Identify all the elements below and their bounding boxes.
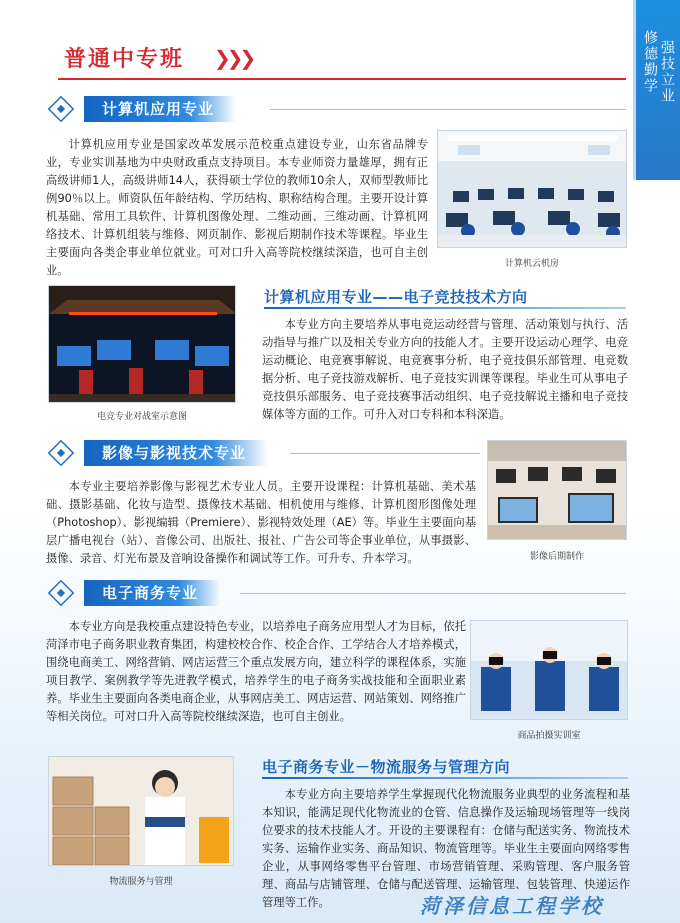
logistics-subtitle-rule bbox=[262, 777, 628, 779]
chevron-right-icon: ❯❯❯ bbox=[214, 46, 253, 70]
esports-room-photo bbox=[48, 285, 236, 403]
section-line bbox=[240, 593, 626, 594]
ecommerce-description: 本专业方向是我校重点建设特色专业，以培养电子商务应用型人才为目标，依托菏泽市电子商务职业教育集团，构建校校合作、校企合作、工学结合人才培养模式，围绕电商美工、网络营销、网店运营三个重点发展方向，建立科学的课程体系，实施项目教学、案例教学等先进教学模式，培养学生的电子商务实战技能和全面职业素养。毕业生主要面向各类电商企业，从事网店美工、网店运营、网站策划、网络推广等相关岗位。可对口升入高等院校继续深造，也可自主创业。 bbox=[46, 620, 466, 723]
diamond-icon bbox=[48, 96, 74, 122]
logistics-photo-caption: 物流服务与管理 bbox=[109, 877, 173, 887]
logistics-photo bbox=[48, 756, 234, 866]
film-editing-photo bbox=[487, 440, 627, 540]
school-logo-text: 菏泽信息工程学校 bbox=[420, 894, 604, 918]
ecommerce-photo-caption: 商品拍摄实训室 bbox=[517, 731, 581, 741]
section-line bbox=[270, 109, 626, 110]
section-title-computer: 计算机应用专业 bbox=[84, 96, 236, 122]
motto-line-2: 强技立业 bbox=[659, 40, 675, 104]
side-tab-motto bbox=[636, 0, 680, 180]
diamond-icon bbox=[48, 440, 74, 466]
section-header-ecommerce bbox=[48, 580, 220, 606]
esports-subtitle: 计算机应用专业——电子竞技技术方向 bbox=[264, 288, 528, 306]
section-header-film bbox=[48, 440, 268, 466]
esports-description: 本专业方向主要培养从事电竞运动经营与管理、活动策划与执行、活动指导与推广以及相关专业方向的技能人才。主要开设运动心理学、电竞运动概论、电竞赛事解说、电竞赛事分析、电子竞技俱乐部管理、电竞数据分析、电子竞技游戏解析、电子竞技实训课等课程。毕业生可从事电子竞技俱乐部服务、电子竞技赛事活动组织、电子竞技解说主播和电子竞技媒体等方面的工作。可升入对口专科和本科深造。 bbox=[262, 318, 628, 421]
esports-subtitle-rule bbox=[264, 307, 626, 309]
section-header-computer bbox=[48, 96, 236, 122]
motto-line-1: 修德勤学 bbox=[642, 30, 658, 94]
computer-photo-caption: 计算机云机房 bbox=[504, 259, 559, 269]
film-description: 本专业主要培养影像与影视艺术专业人员。主要开设课程：计算机基础、美术基础、摄影基础、化妆与造型、摄像技术基础、相机使用与维修、计算机图形图像处理（Photoshop）、影视编辑（Premiere）、影视特效处理（AE）等。毕业生主要面向基层广播电视台（站）、音像公司、出版社、报社、广告公司等企事业单位，从事摄影、摄像、录音、灯光布景及音响设备操作和调试等工作。可升专、升本学习。 bbox=[46, 480, 476, 565]
computer-description: 计算机应用专业是国家改革发展示范校重点建设专业，山东省品牌专业，专业实训基地为中央财政重点支持项目。本专业师资力量雄厚，拥有正高级讲师1人，高级讲师14人，获得硕士学位的教师10余人，双师型教师比例90％以上。师资队伍年龄结构、学历结构、职称结构合理。主要开设计算机基础、常用工具软件、计算机图像处理、二维动画、三维动画、计算机网络技术、计算机组装与维修、网页制作、影视后期制作技术等课程。毕业生主要面向各类企事业单位就业。可对口升入高等院校继续深造，也可自主创业。 bbox=[46, 138, 428, 277]
logistics-description: 本专业方向主要培养学生掌握现代化物流服务业典型的业务流程和基本知识，能满足现代化物流业的仓管、信息操作及运输现场管理等一线岗位要求的技术技能人才。开设的主要课程有：仓储与配送实务、物流技术实务、运输作业实务、商品知识、物流管理等。毕业生主要面向网络零售企业，从事网络零售平台管理、市场营销管理、采购管理、客户服务管理、商品与店铺管理、仓储与配送管理、运输管理、包装管理、快递运作管理等工作。 bbox=[262, 788, 630, 909]
section-title-ecommerce: 电子商务专业 bbox=[84, 580, 220, 606]
film-photo-caption: 影像后期制作 bbox=[529, 552, 584, 562]
diamond-icon bbox=[48, 580, 74, 606]
logistics-subtitle: 电子商务专业－物流服务与管理方向 bbox=[262, 758, 511, 776]
section-title-film: 影像与影视技术专业 bbox=[84, 440, 268, 466]
page-title: 普通中专班 bbox=[64, 47, 185, 72]
computer-lab-photo bbox=[437, 130, 627, 248]
title-rule bbox=[58, 78, 626, 80]
photo-studio-photo bbox=[470, 620, 628, 720]
esports-photo-caption: 电竞专业对战室示意图 bbox=[96, 412, 187, 422]
section-line bbox=[290, 453, 480, 454]
